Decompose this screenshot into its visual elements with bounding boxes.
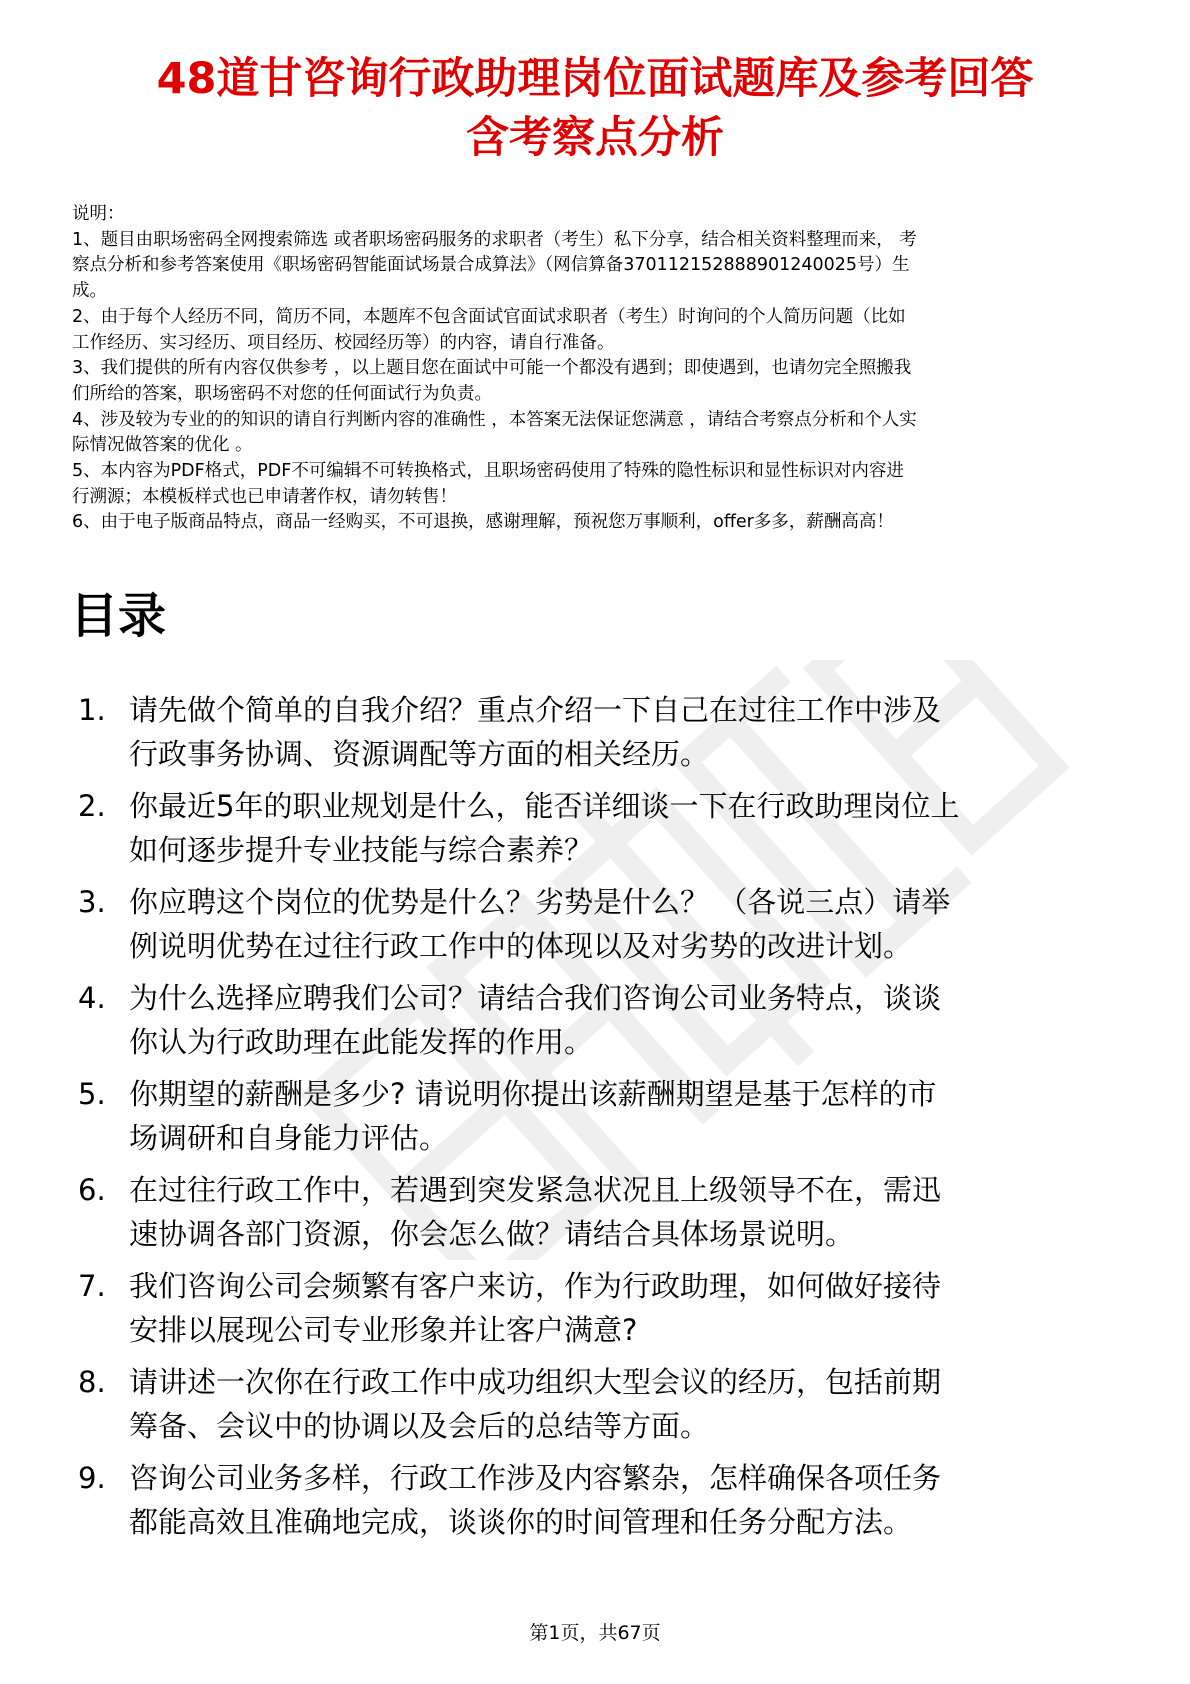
toc-item-number: 9. <box>78 1461 106 1495</box>
toc-item-line: 咨询公司业务多样，行政工作涉及内容繁杂，怎样确保各项任务 <box>129 1461 942 1495</box>
document-title <box>60 50 1130 168</box>
toc-item-number: 1. <box>78 693 106 727</box>
toc-item-text <box>129 688 1129 776</box>
notes-section <box>72 202 1122 536</box>
toc-item-number: 2. <box>78 789 106 823</box>
notes-line: 们所给的答案，职场密码不对您的任何面试行为负责。 <box>72 383 492 404</box>
notes-line: 2、由于每个人经历不同，简历不同，本题库不包含面试官面试求职者（考生）时询问的个人简历问题（比如 <box>72 306 906 327</box>
toc-item-number: 4. <box>78 981 106 1015</box>
toc-item-number: 5. <box>78 1077 106 1111</box>
toc-item-line: 你期望的薪酬是多少? 请说明你提出该薪酬期望是基于怎样的市 <box>129 1077 937 1111</box>
toc-heading: 目录 <box>70 588 167 644</box>
toc-item-text <box>129 1360 1129 1448</box>
toc-item-line: 筹备、会议中的协调以及会后的总结等方面。 <box>129 1409 710 1443</box>
toc-item-text <box>129 1264 1129 1352</box>
toc-item-line: 行政事务协调、资源调配等方面的相关经历。 <box>129 737 710 771</box>
notes-line: 3、我们提供的所有内容仅供参考 ，以上题目您在面试中可能一个都没有遇到；即使遇到，也请勿完全照搬我 <box>72 358 912 379</box>
toc-item-text <box>129 976 1129 1064</box>
toc-item-line: 例说明优势在过往行政工作中的体现以及对劣势的改进计划。 <box>129 929 913 963</box>
toc-item-line: 你最近5年的职业规划是什么，能否详细谈一下在行政助理岗位上 <box>129 789 960 823</box>
notes-line: 5、本内容为PDF格式，PDF不可编辑不可转换格式，且职场密码使用了特殊的隐性标识和显性标识对内容进 <box>72 461 904 482</box>
toc-item-line: 我们咨询公司会频繁有客户来访，作为行政助理，如何做好接待 <box>129 1269 942 1303</box>
title-line-1: 48道甘咨询行政助理岗位面试题库及参考回答 <box>156 54 1034 104</box>
toc-item-number: 7. <box>78 1269 106 1303</box>
notes-line: 6、由于电子版商品特点，商品一经购买，不可退换，感谢理解，预祝您万事顺利，offer多多，薪酬高高！ <box>72 512 894 533</box>
toc-item-line: 都能高效且准确地完成，谈谈你的时间管理和任务分配方法。 <box>129 1505 913 1539</box>
notes-line: 察点分析和参考答案使用《职场密码智能面试场景合成算法》（网信算备370112152888901240025号）生 <box>72 255 910 276</box>
toc-item-line: 安排以展现公司专业形象并让客户满意? <box>129 1313 638 1347</box>
toc-item-number: 8. <box>78 1365 106 1399</box>
toc-item-line: 你应聘这个岗位的优势是什么？劣势是什么？ （各说三点）请举 <box>129 885 951 919</box>
notes-line: 际情况做答案的优化 。 <box>72 435 253 456</box>
toc-item-line: 你认为行政助理在此能发挥的作用。 <box>129 1025 594 1059</box>
notes-heading: 说明： <box>72 204 125 224</box>
toc-item-text <box>129 880 1129 968</box>
notes-line: 工作经历、实习经历、项目经历、校园经历等）的内容，请自行准备。 <box>72 332 615 353</box>
notes-line: 行溯源；本模板样式也已申请著作权，请勿转售！ <box>72 486 457 507</box>
page-footer: 第1页，共67页 <box>529 1622 661 1644</box>
notes-line: 1、题目由职场密码全网搜索筛选 或者职场密码服务的求职者（考生）私下分享，结合相关资料整理而来， 考 <box>72 229 917 250</box>
title-line-2: 含考察点分析 <box>466 113 724 163</box>
toc-item-line: 在过往行政工作中，若遇到突发紧急状况且上级领导不在，需迅 <box>129 1173 942 1207</box>
toc-item-line: 场调研和自身能力评估。 <box>129 1121 449 1155</box>
notes-line: 4、涉及较为专业的的知识的请自行判断内容的准确性 ，本答案无法保证您满意 ，请结合考察点分析和个人实 <box>72 409 917 430</box>
notes-line: 成。 <box>72 281 107 302</box>
toc-item-text <box>129 1456 1129 1544</box>
toc-item-line: 如何逐步提升专业技能与综合素养？ <box>129 833 594 867</box>
toc-item-line: 为什么选择应聘我们公司？请结合我们咨询公司业务特点，谈谈 <box>129 981 942 1015</box>
toc-item-line: 请先做个简单的自我介绍？重点介绍一下自己在过往工作中涉及 <box>129 693 942 727</box>
toc-item-text <box>129 784 1129 872</box>
toc-item-text <box>129 1168 1129 1256</box>
toc-item-line: 请讲述一次你在行政工作中成功组织大型会议的经历，包括前期 <box>129 1365 942 1399</box>
toc-item-number: 6. <box>78 1173 106 1207</box>
toc-item-text <box>129 1072 1129 1160</box>
toc-item-number: 3. <box>78 885 106 919</box>
toc-item-line: 速协调各部门资源，你会怎么做？请结合具体场景说明。 <box>129 1217 855 1251</box>
